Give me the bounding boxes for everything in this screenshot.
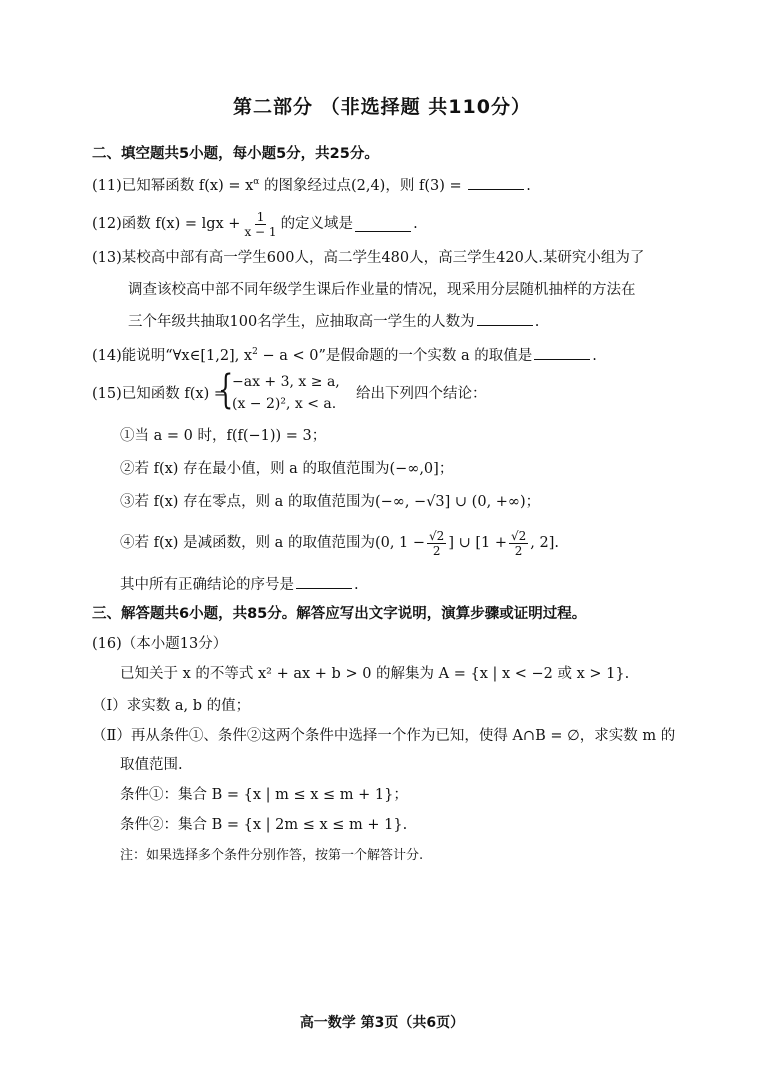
q13-answer-blank <box>477 311 533 326</box>
q13-line-3 <box>128 311 539 332</box>
q15-c4-fraction-a <box>427 529 446 558</box>
q15-prompt: 给出下列四个结论： <box>356 386 487 402</box>
page-footer: 高一数学 第3页（共6页） <box>299 1015 465 1031</box>
q15-case-1: −ax + 3, x ≥ a, <box>232 374 340 390</box>
q12-answer-blank <box>355 217 411 232</box>
q14-text-pre: (14)能说明“∀x∈[1,2], x <box>92 347 253 364</box>
sqrt2-denominator: 2 <box>514 543 523 558</box>
q15-conclusion-1: ①当 a = 0 时，f(f(−1)) = 3； <box>120 428 327 444</box>
q12-fraction-denominator: x − 1 <box>244 224 277 239</box>
q15-case-2: (x − 2)², x < a. <box>232 396 337 412</box>
q15-c4-fraction-b <box>509 529 528 558</box>
question-11 <box>92 172 531 196</box>
q11-text-post: 的图象经过点(2,4)，则 f(3) = <box>259 177 467 194</box>
q14-answer-blank <box>534 345 590 360</box>
q15-conclusion-2: ②若 f(x) 存在最小值，则 a 的取值范围为(−∞,0]； <box>120 461 454 477</box>
q14-end: . <box>592 347 597 364</box>
q15-c4-pre: ④若 f(x) 是减函数，则 a 的取值范围为(0, 1 − <box>120 535 426 551</box>
q16-note: 注：如果选择多个条件分别作答，按第一个解答计分. <box>120 848 424 863</box>
q15-ask <box>120 574 359 595</box>
q12-text-pre: (12)函数 f(x) = lgx + <box>92 216 241 232</box>
q13-line-3-text: 三个年级共抽取100名学生，应抽取高一学生的人数为 <box>128 314 475 330</box>
q16-part-2-line-2: 取值范围. <box>120 757 183 773</box>
q16-stem: 已知关于 x 的不等式 x² + ax + b > 0 的解集为 A = {x | x < −2 或 x > 1}. <box>120 666 630 682</box>
q13-end: . <box>534 314 540 330</box>
q12-end: . <box>413 216 418 232</box>
q12-text-post: 的定义域是 <box>280 216 354 232</box>
page-title: 第二部分 （非选择题 共110分） <box>233 96 531 118</box>
q11-end: . <box>526 177 531 194</box>
q15-c4-end: , 2]. <box>530 535 559 551</box>
q13-line-2: 调查该校高中部不同年级学生课后作业量的情况，现采用分层随机抽样的方法在 <box>128 282 636 298</box>
section-heading-answers: 三、解答题共6小题，共85分。解答应写出文字说明，演算步骤或证明过程。 <box>92 606 587 622</box>
q14-exponent: 2 <box>252 347 258 357</box>
q15-ask-text: 其中所有正确结论的序号是 <box>120 577 294 593</box>
q16-condition-2: 条件②：集合 B = {x | 2m ≤ x ≤ m + 1}. <box>120 817 408 833</box>
q15-answer-blank <box>296 574 352 589</box>
q15-conclusion-4 <box>120 524 559 562</box>
section-heading-fill-in: 二、填空题共5小题，每小题5分，共25分。 <box>92 146 379 162</box>
q16-label: (16)（本小题13分） <box>92 636 228 652</box>
q12-fraction <box>242 210 278 239</box>
sqrt2-numerator: √2 <box>510 528 527 543</box>
q16-part-1: （Ⅰ）求实数 a, b 的值； <box>92 698 251 714</box>
q15-c4-mid: ] ∪ [1 + <box>448 535 507 551</box>
q12-fraction-numerator: 1 <box>256 209 265 224</box>
q15-conclusion-3: ③若 f(x) 存在零点，则 a 的取值范围为(−∞, −√3] ∪ (0, +∞)； <box>120 494 541 510</box>
q11-answer-blank <box>468 175 524 190</box>
q13-line-1: (13)某校高中部有高一学生600人，高二学生480人，高三学生420人.某研究小组为了 <box>92 250 645 266</box>
piecewise-brace-icon: { <box>218 367 234 413</box>
question-14 <box>92 342 597 366</box>
q16-condition-1: 条件①：集合 B = {x | m ≤ x ≤ m + 1}； <box>120 787 408 803</box>
q11-exponent: α <box>253 177 260 187</box>
sqrt2-denominator: 2 <box>432 543 441 558</box>
question-12 <box>92 207 418 241</box>
sqrt2-numerator: √2 <box>429 528 445 543</box>
q14-text-post: − a < 0”是假命题的一个实数 a 的取值是 <box>257 347 533 364</box>
q11-text-pre: (11)已知幂函数 f(x) = x <box>92 177 254 194</box>
q15-end: . <box>354 577 359 593</box>
q15-function-label: (15)已知函数 f(x) = <box>92 386 226 402</box>
q16-part-2-line-1: （Ⅱ）再从条件①、条件②这两个条件中选择一个作为已知，使得 A∩B = ∅，求实数 m 的 <box>92 728 676 744</box>
